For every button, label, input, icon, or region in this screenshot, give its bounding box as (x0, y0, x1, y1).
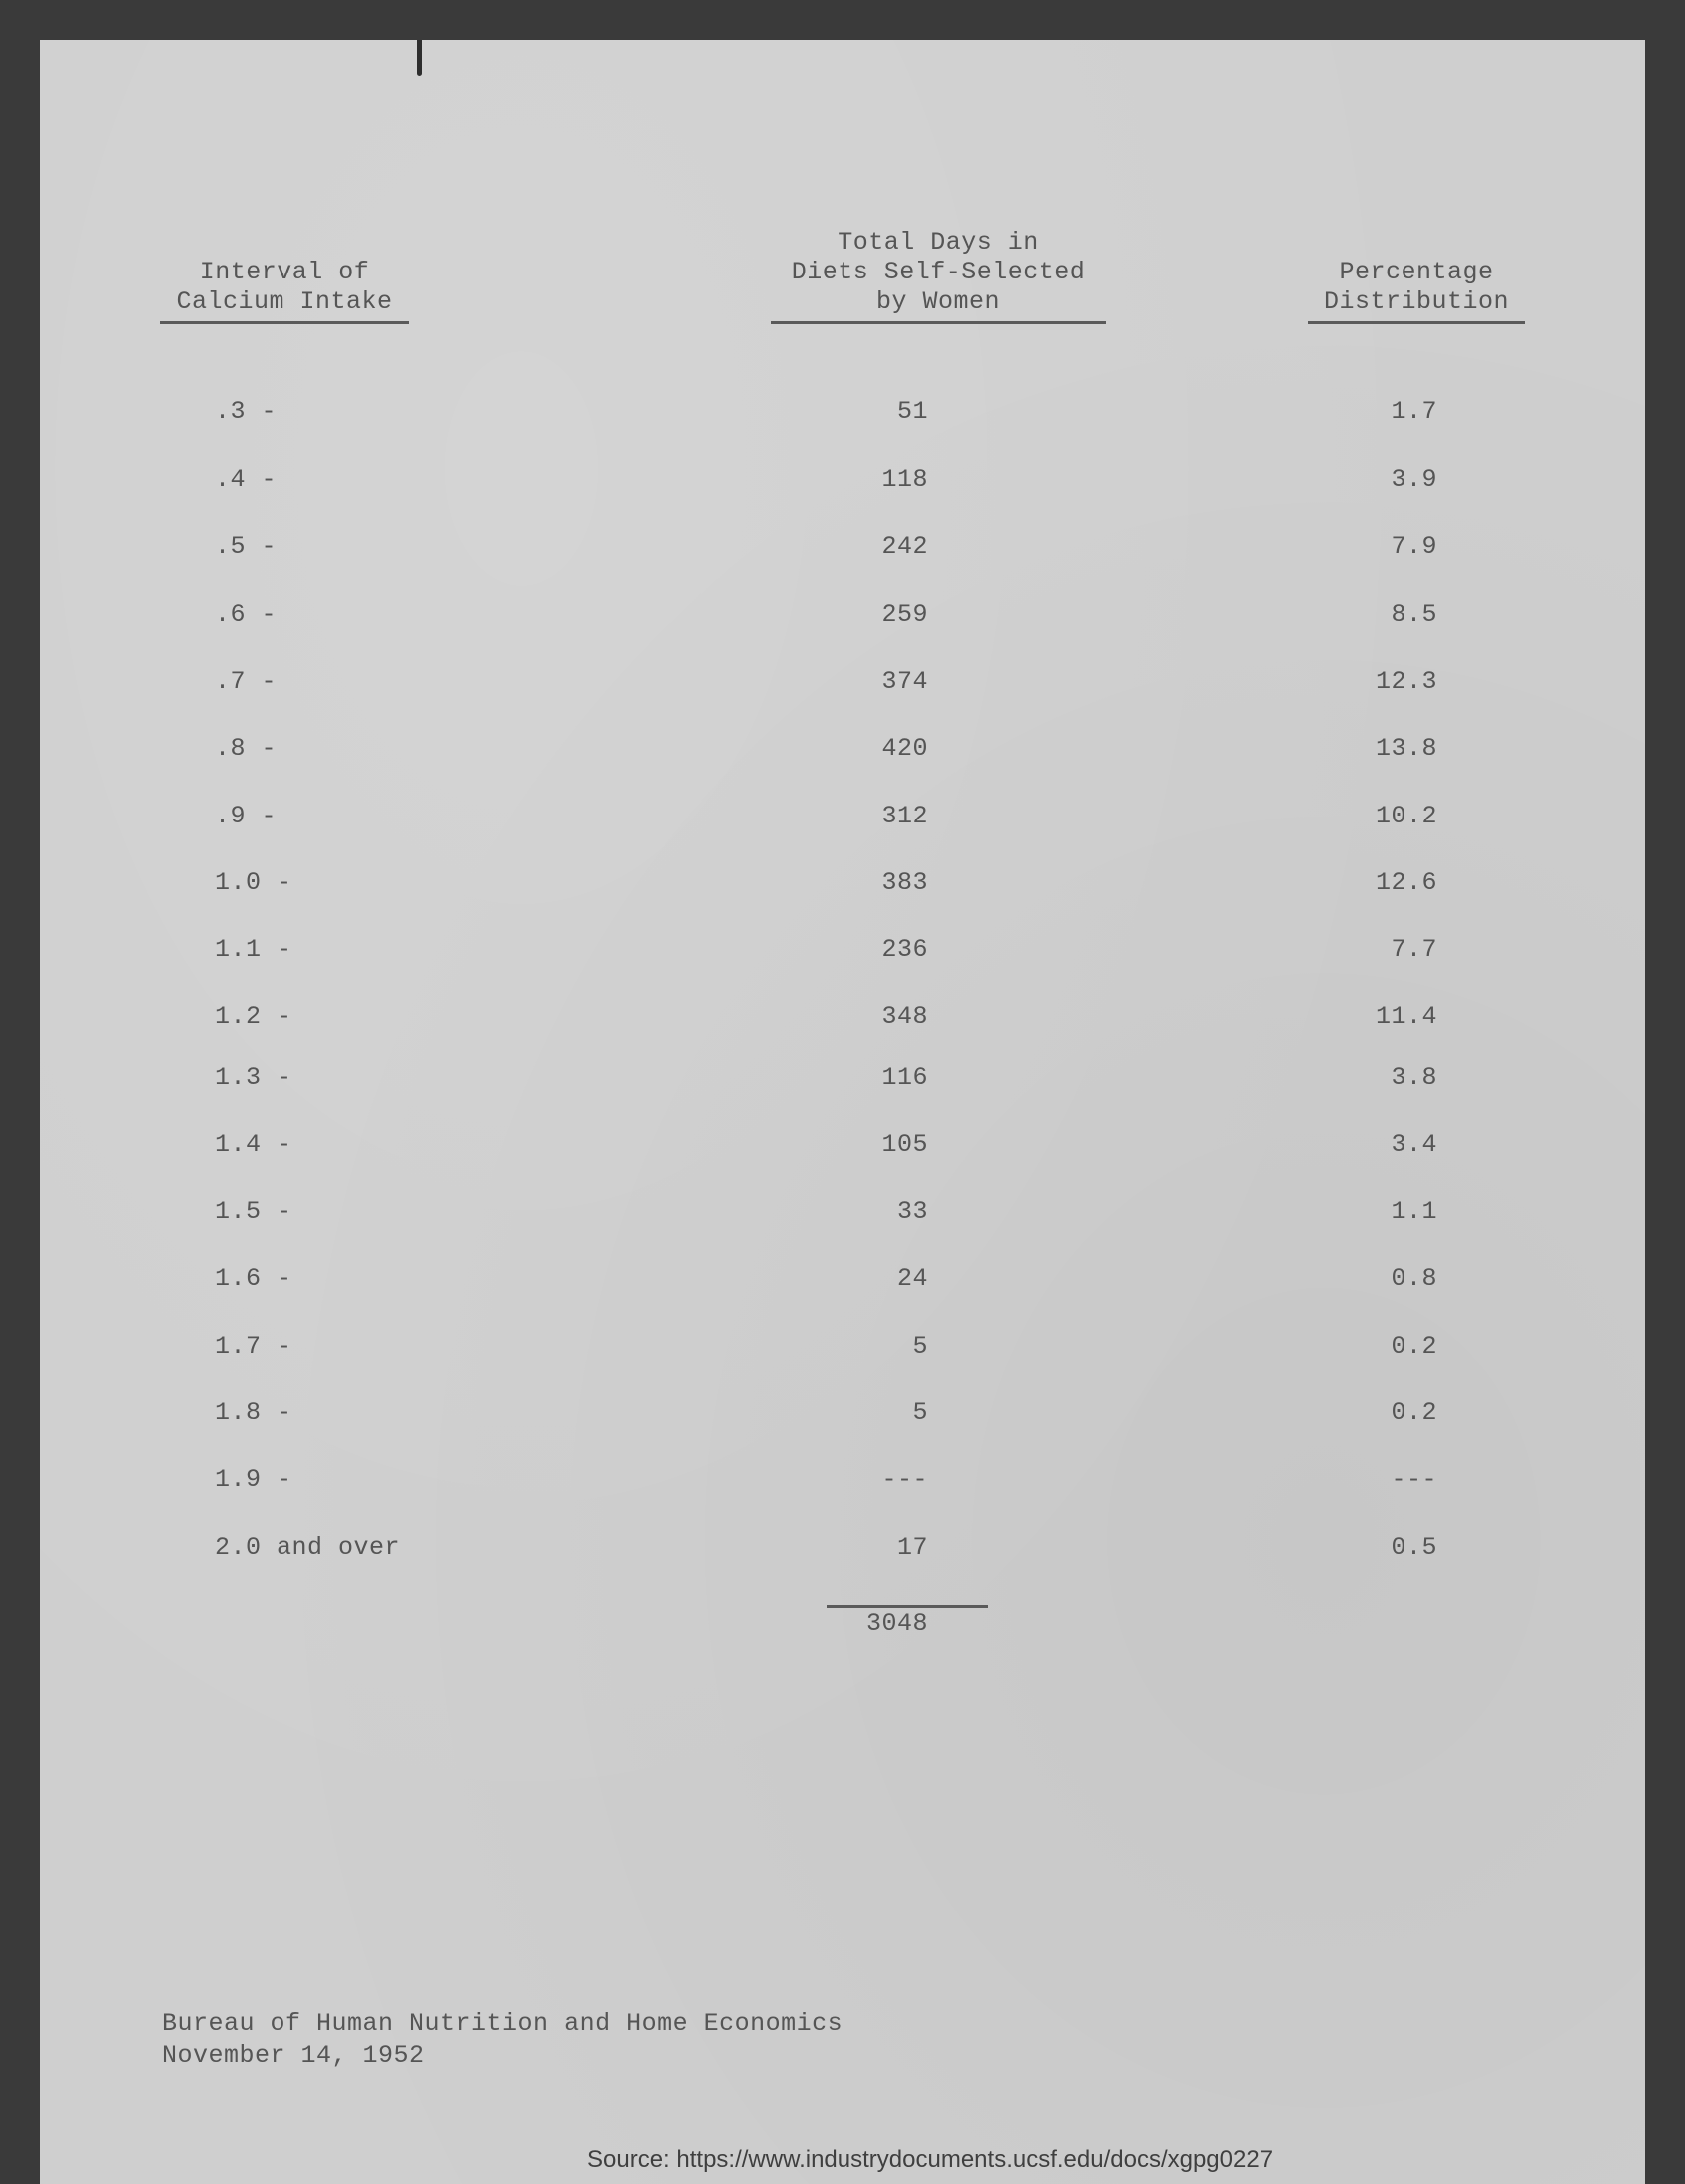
days-cell: 118 (881, 465, 928, 494)
percent-cell: 0.2 (1391, 1398, 1437, 1427)
table-row (0, 1264, 1685, 1298)
percent-cell: 13.8 (1375, 734, 1437, 763)
table-row (0, 1533, 1685, 1567)
percent-cell: 8.5 (1391, 600, 1437, 629)
interval-cell: 1.9 - (215, 1465, 292, 1494)
header-days-line-2: Diets Self-Selected (791, 258, 1086, 286)
table-row (0, 802, 1685, 835)
table-row (0, 734, 1685, 768)
percent-cell: 11.4 (1375, 1002, 1437, 1031)
document-page (40, 40, 1645, 2184)
interval-cell: 1.0 - (215, 868, 292, 897)
interval-cell: .4 - (215, 465, 278, 494)
days-cell: 374 (881, 667, 928, 696)
table-row (0, 1332, 1685, 1365)
interval-cell: .8 - (215, 734, 278, 763)
days-cell: 105 (881, 1130, 928, 1159)
interval-cell: 1.2 - (215, 1002, 292, 1031)
days-cell: 259 (881, 600, 928, 629)
days-cell: 348 (881, 1002, 928, 1031)
days-cell: --- (881, 1465, 928, 1494)
interval-cell: 1.6 - (215, 1264, 292, 1293)
table-row (0, 1398, 1685, 1432)
interval-cell: 1.8 - (215, 1398, 292, 1427)
table-row (0, 1130, 1685, 1164)
percent-cell: 3.4 (1391, 1130, 1437, 1159)
interval-cell: .3 - (215, 397, 278, 426)
percent-cell: 0.5 (1391, 1533, 1437, 1562)
header-percent-line-2: Distribution (1323, 287, 1510, 316)
tear-mark (417, 40, 422, 76)
table-row (0, 465, 1685, 499)
footer-date: November 14, 1952 (162, 2041, 425, 2070)
percent-cell: 10.2 (1375, 802, 1437, 830)
percent-cell: 12.3 (1375, 667, 1437, 696)
table-row (0, 532, 1685, 566)
source-line: Source: https://www.industrydocuments.ucsf.edu/docs/xgpg0227 (587, 2146, 1274, 2173)
days-cell: 242 (881, 532, 928, 561)
interval-cell: 1.4 - (215, 1130, 292, 1159)
interval-cell: 1.7 - (215, 1332, 292, 1361)
header-interval-line-1: Interval of (199, 258, 370, 286)
percent-cell: 12.6 (1375, 868, 1437, 897)
percent-cell: 1.7 (1391, 397, 1437, 426)
days-cell: 5 (912, 1398, 928, 1427)
total-rule (827, 1605, 988, 1608)
table-row (0, 868, 1685, 902)
interval-cell: .7 - (215, 667, 278, 696)
interval-cell: 1.1 - (215, 935, 292, 964)
table-row (0, 1197, 1685, 1231)
days-cell: 51 (896, 397, 928, 426)
interval-cell: 1.3 - (215, 1063, 292, 1092)
percent-cell: 7.9 (1391, 532, 1437, 561)
header-days-line-1: Total Days in (838, 228, 1039, 257)
interval-cell: 2.0 and over (215, 1533, 401, 1562)
percent-cell: 1.1 (1391, 1197, 1437, 1226)
days-cell: 312 (881, 802, 928, 830)
interval-cell: .9 - (215, 802, 278, 830)
percent-cell: 3.9 (1391, 465, 1437, 494)
percent-cell: 7.7 (1391, 935, 1437, 964)
header-underline (160, 321, 409, 324)
days-cell: 116 (881, 1063, 928, 1092)
header-underline (1308, 321, 1525, 324)
header-interval-line-2: Calcium Intake (176, 287, 393, 316)
header-percentage (1308, 258, 1525, 324)
days-cell: 420 (881, 734, 928, 763)
header-underline (771, 321, 1106, 324)
total-days-value: 3048 (865, 1609, 928, 1638)
header-total-days (771, 228, 1106, 324)
header-percent-line-1: Percentage (1339, 258, 1494, 286)
table-row (0, 600, 1685, 634)
interval-cell: .6 - (215, 600, 278, 629)
percent-cell: 0.2 (1391, 1332, 1437, 1361)
days-cell: 33 (896, 1197, 928, 1226)
percent-cell: 3.8 (1391, 1063, 1437, 1092)
table-row (0, 1063, 1685, 1097)
days-cell: 24 (896, 1264, 928, 1293)
days-cell: 5 (912, 1332, 928, 1361)
table-row (0, 667, 1685, 701)
days-cell: 383 (881, 868, 928, 897)
table-row (0, 397, 1685, 431)
days-cell: 236 (881, 935, 928, 964)
interval-cell: 1.5 - (215, 1197, 292, 1226)
table-row (0, 1002, 1685, 1036)
header-days-line-3: by Women (875, 287, 1001, 316)
percent-cell: --- (1391, 1465, 1437, 1494)
footer-bureau: Bureau of Human Nutrition and Home Economics (162, 2009, 843, 2038)
interval-cell: .5 - (215, 532, 278, 561)
header-interval (160, 258, 409, 324)
table-row (0, 1465, 1685, 1499)
table-row (0, 935, 1685, 969)
days-cell: 17 (896, 1533, 928, 1562)
percent-cell: 0.8 (1391, 1264, 1437, 1293)
